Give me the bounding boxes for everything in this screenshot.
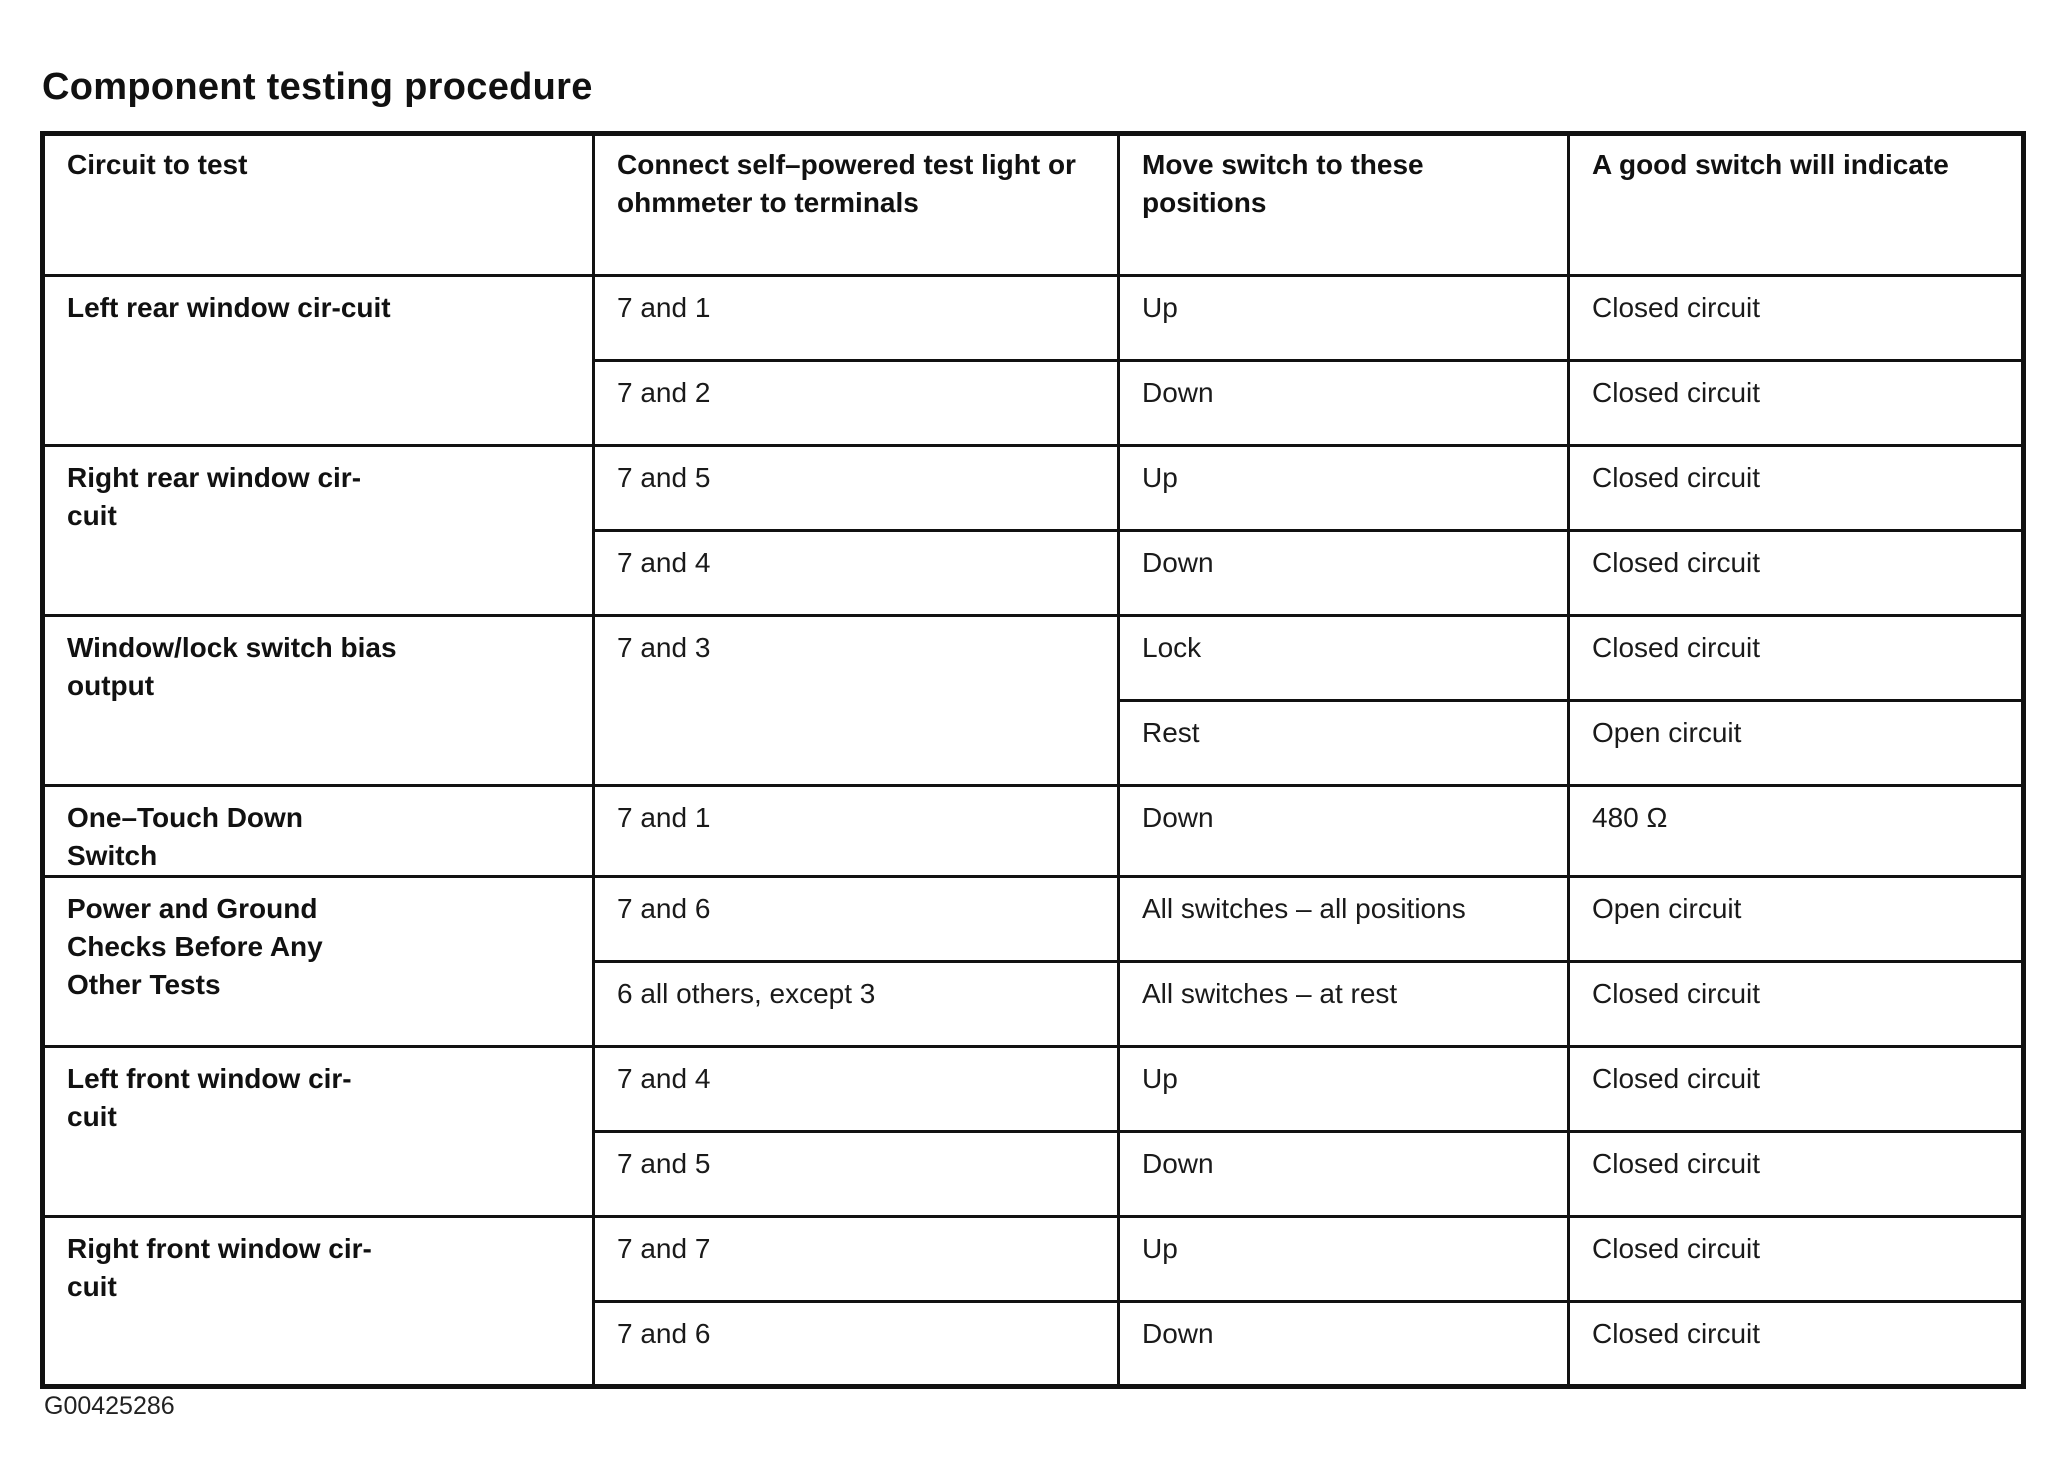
indication-cell: Closed circuit	[1569, 962, 2024, 1047]
circuit-cell	[43, 1217, 594, 1387]
circuit-label: Power and Ground Checks Before Any Other Tests	[67, 893, 323, 1000]
procedure-table	[40, 131, 2026, 1389]
indication-cell: Closed circuit	[1569, 1217, 2024, 1302]
indication-cell: Open circuit	[1569, 701, 2024, 786]
position-cell: Down	[1119, 361, 1569, 446]
table-row	[43, 276, 2024, 361]
position-cell: All switches – at rest	[1119, 962, 1569, 1047]
terminals-cell: 7 and 4	[594, 1047, 1119, 1132]
circuit-cell	[43, 276, 594, 446]
position-cell: Rest	[1119, 701, 1569, 786]
page-title: Component testing procedure	[42, 66, 593, 108]
circuit-cell	[43, 446, 594, 616]
indication-cell: Closed circuit	[1569, 1047, 2024, 1132]
terminals-cell: 7 and 3	[594, 616, 1119, 786]
terminals-cell: 7 and 2	[594, 361, 1119, 446]
circuit-label: One–Touch Down Switch	[67, 802, 303, 871]
position-cell: Down	[1119, 531, 1569, 616]
position-cell: Up	[1119, 1047, 1569, 1132]
terminals-cell: 7 and 7	[594, 1217, 1119, 1302]
header-position: Move switch to these positions	[1119, 134, 1569, 276]
table-row	[43, 446, 2024, 531]
figure-code: G00425286	[44, 1392, 175, 1420]
terminals-cell: 7 and 4	[594, 531, 1119, 616]
position-cell: Up	[1119, 446, 1569, 531]
table-row	[43, 616, 2024, 701]
header-terminals: Connect self–powered test light or ohmmeter to terminals	[594, 134, 1119, 276]
indication-cell: Closed circuit	[1569, 276, 2024, 361]
indication-cell: Open circuit	[1569, 877, 2024, 962]
table-row	[43, 877, 2024, 962]
position-cell: Down	[1119, 1132, 1569, 1217]
header-circuit: Circuit to test	[43, 134, 594, 276]
terminals-cell: 7 and 1	[594, 276, 1119, 361]
terminals-cell: 7 and 6	[594, 1302, 1119, 1387]
table-row	[43, 1217, 2024, 1302]
indication-cell: Closed circuit	[1569, 446, 2024, 531]
terminals-cell: 7 and 5	[594, 446, 1119, 531]
terminals-cell: 6 all others, except 3	[594, 962, 1119, 1047]
circuit-cell	[43, 1047, 594, 1217]
indication-cell: Closed circuit	[1569, 361, 2024, 446]
circuit-cell	[43, 616, 594, 786]
position-cell: Down	[1119, 786, 1569, 877]
table-row	[43, 786, 2024, 877]
terminals-cell: 7 and 5	[594, 1132, 1119, 1217]
indication-cell: Closed circuit	[1569, 1132, 2024, 1217]
position-cell: All switches – all positions	[1119, 877, 1569, 962]
table-row	[43, 1047, 2024, 1132]
terminals-cell: 7 and 1	[594, 786, 1119, 877]
indication-cell: 480 Ω	[1569, 786, 2024, 877]
circuit-label: Right rear window cir-cuit	[67, 462, 362, 531]
position-cell: Up	[1119, 1217, 1569, 1302]
circuit-label: Left front window cir-cuit	[67, 1063, 352, 1132]
circuit-cell	[43, 786, 594, 877]
header-indication: A good switch will indicate	[1569, 134, 2024, 276]
position-cell: Down	[1119, 1302, 1569, 1387]
circuit-label: Right front window cir-cuit	[67, 1233, 372, 1302]
table-header-row	[43, 134, 2024, 276]
circuit-label: Window/lock switch bias output	[67, 632, 397, 701]
circuit-label: Left rear window cir-cuit	[67, 292, 391, 323]
position-cell: Up	[1119, 276, 1569, 361]
terminals-cell: 7 and 6	[594, 877, 1119, 962]
indication-cell: Closed circuit	[1569, 616, 2024, 701]
indication-cell: Closed circuit	[1569, 531, 2024, 616]
circuit-cell	[43, 877, 594, 1047]
indication-cell: Closed circuit	[1569, 1302, 2024, 1387]
position-cell: Lock	[1119, 616, 1569, 701]
